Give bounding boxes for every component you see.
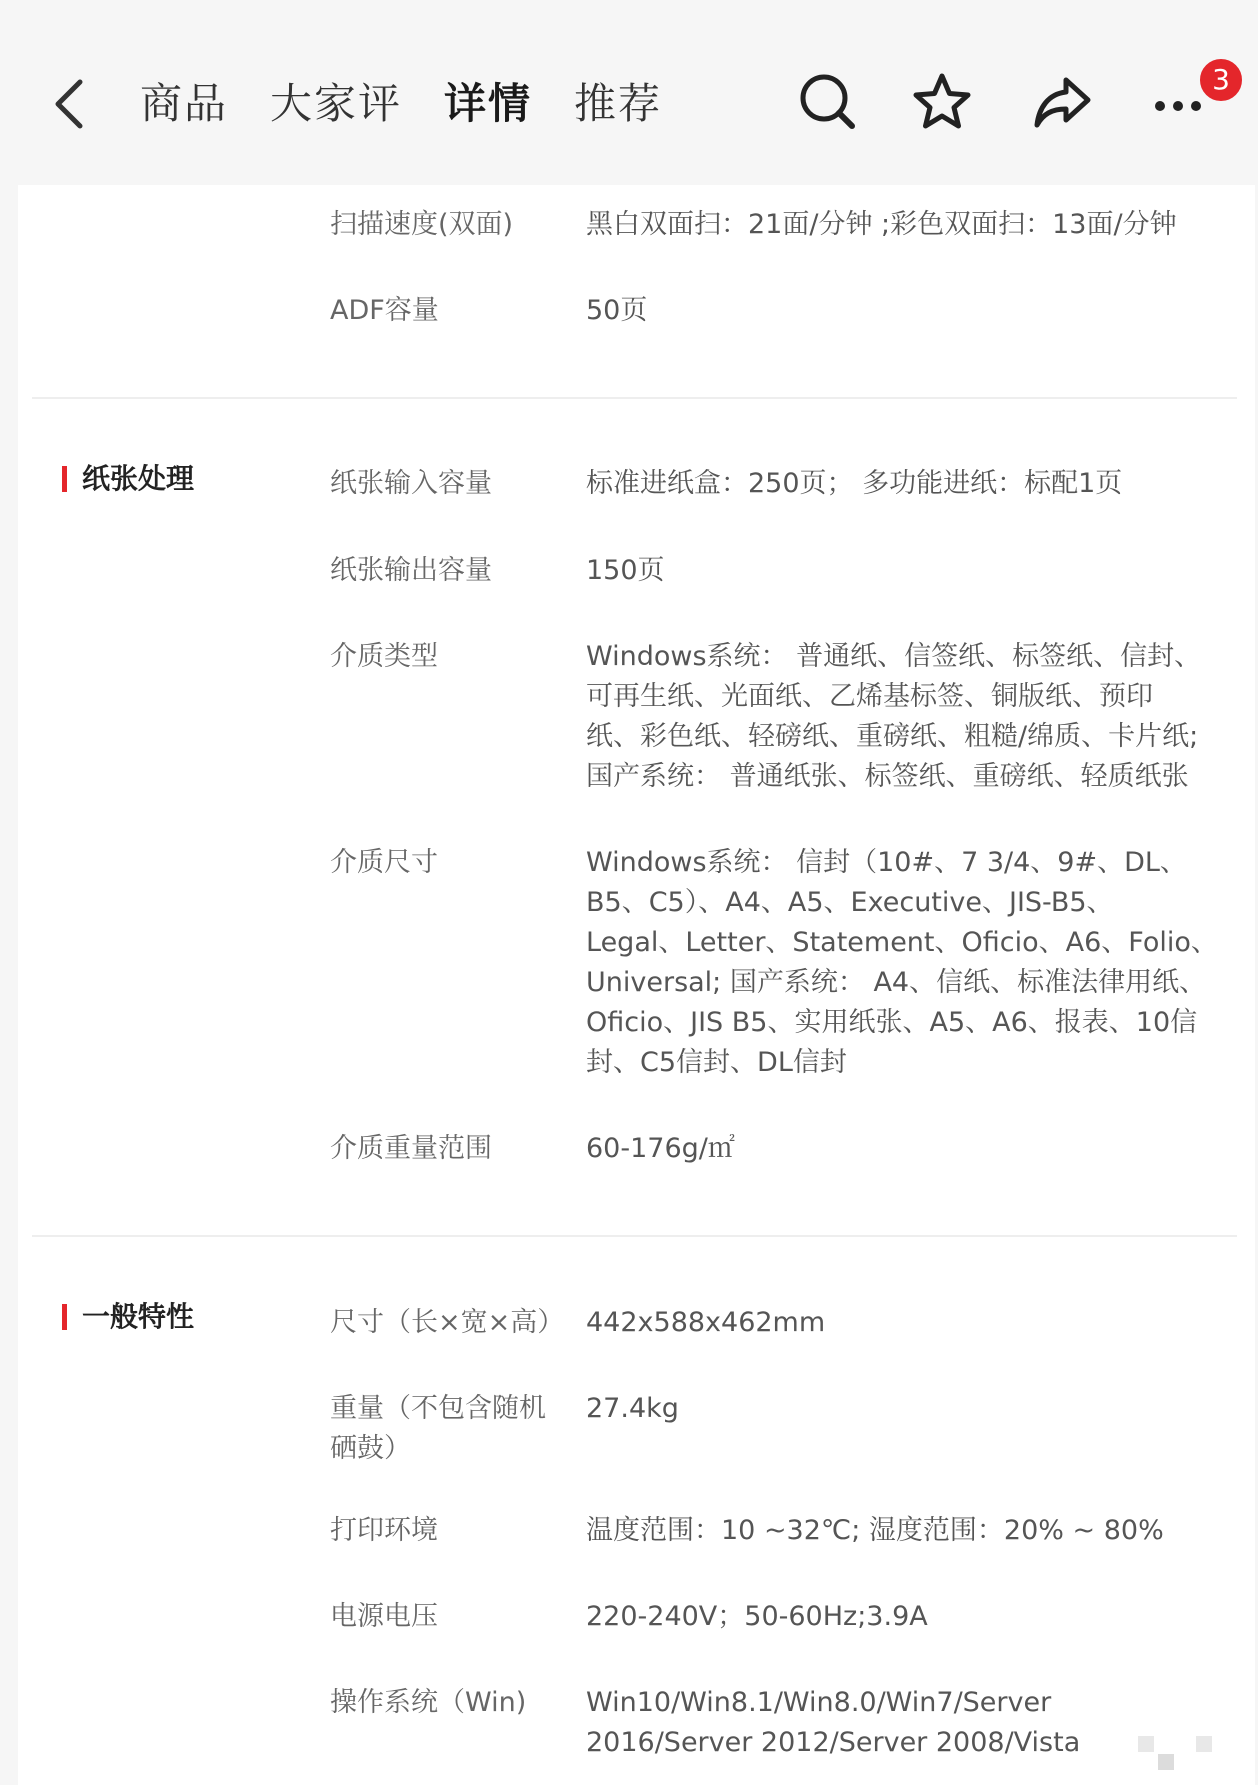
notification-badge: 3 <box>1198 57 1244 103</box>
spec-value: 442x588x462mm <box>586 1307 826 1338</box>
spec-label: 介质尺寸 <box>330 847 438 878</box>
section-divider <box>32 1235 1237 1237</box>
tab-details[interactable]: 详情 <box>444 79 533 128</box>
spec-label: 电源电压 <box>330 1601 438 1632</box>
spec-label: ADF容量 <box>330 295 439 326</box>
search-button[interactable] <box>796 70 860 134</box>
spec-card <box>18 185 1255 1785</box>
spec-label: 介质重量范围 <box>330 1133 492 1164</box>
favorite-button[interactable] <box>910 70 974 134</box>
spec-label: 操作系统（Win) <box>330 1687 527 1718</box>
section-divider <box>32 397 1237 399</box>
top-nav-bar <box>0 0 1258 185</box>
share-button[interactable] <box>1030 70 1094 134</box>
spec-value: 220-240V；50-60Hz;3.9A <box>586 1601 928 1632</box>
section-title-general: 一般特性 <box>62 1300 194 1334</box>
tab-product[interactable]: 商品 <box>140 79 229 128</box>
spec-label: 扫描速度(双面) <box>330 209 514 240</box>
tab-reviews[interactable]: 大家评 <box>270 79 403 128</box>
spec-value: 标准进纸盒：250页； 多功能进纸：标配1页 <box>586 468 1123 499</box>
decorative-square <box>1196 1736 1212 1752</box>
spec-value: 27.4kg <box>586 1393 679 1424</box>
decorative-square <box>1138 1736 1154 1752</box>
decorative-square <box>1158 1754 1174 1770</box>
back-button[interactable] <box>48 72 92 136</box>
spec-value-multiline: Windows系统： 信封（10#、7 3/4、9#、DL、 B5、C5）、A4、A5、Executive、JIS-B5、 Legal、Letter、Statement、Oficio、A6、Folio、 Universal; 国产系统： A4、信纸、标准法律用纸、 Oficio、JIS B5、实用纸张、A5、A6、报表、10信 封、C5信封、DL信封 <box>586 847 1218 1078</box>
tab-recommend[interactable]: 推荐 <box>574 79 663 128</box>
spec-value-multiline: Win10/Win8.1/Win8.0/Win7/Server 2016/Server 2012/Server 2008/Vista <box>586 1687 1081 1758</box>
spec-value: 温度范围：10 ~32℃; 湿度范围：20% ~ 80% <box>586 1515 1164 1546</box>
spec-label-multiline: 重量（不包含随机 硒鼓） <box>330 1393 546 1464</box>
spec-label: 纸张输入容量 <box>330 468 492 499</box>
spec-label: 尺寸（长×宽×高） <box>330 1307 565 1338</box>
search-icon <box>796 70 860 134</box>
star-icon <box>910 70 974 134</box>
tab-bar <box>140 72 704 136</box>
spec-label: 介质类型 <box>330 641 438 672</box>
spec-value: 150页 <box>586 555 665 586</box>
spec-value: 60-176g/㎡ <box>586 1133 735 1164</box>
spec-value-multiline: Windows系统： 普通纸、信签纸、标签纸、信封、 可再生纸、光面纸、乙烯基标签、铜版纸、预印 纸、彩色纸、轻磅纸、重磅纸、粗糙/绵质、卡片纸; 国产系统： 普通纸张、标签纸、重磅纸、轻质纸张 <box>586 641 1202 792</box>
spec-value: 黑白双面扫：21面/分钟 ;彩色双面扫：13面/分钟 <box>586 209 1177 240</box>
back-icon <box>48 72 92 136</box>
section-title-paper: 纸张处理 <box>62 462 194 496</box>
share-icon <box>1030 70 1094 134</box>
spec-label: 纸张输出容量 <box>330 555 492 586</box>
spec-label: 打印环境 <box>330 1515 438 1546</box>
spec-value: 50页 <box>586 295 648 326</box>
